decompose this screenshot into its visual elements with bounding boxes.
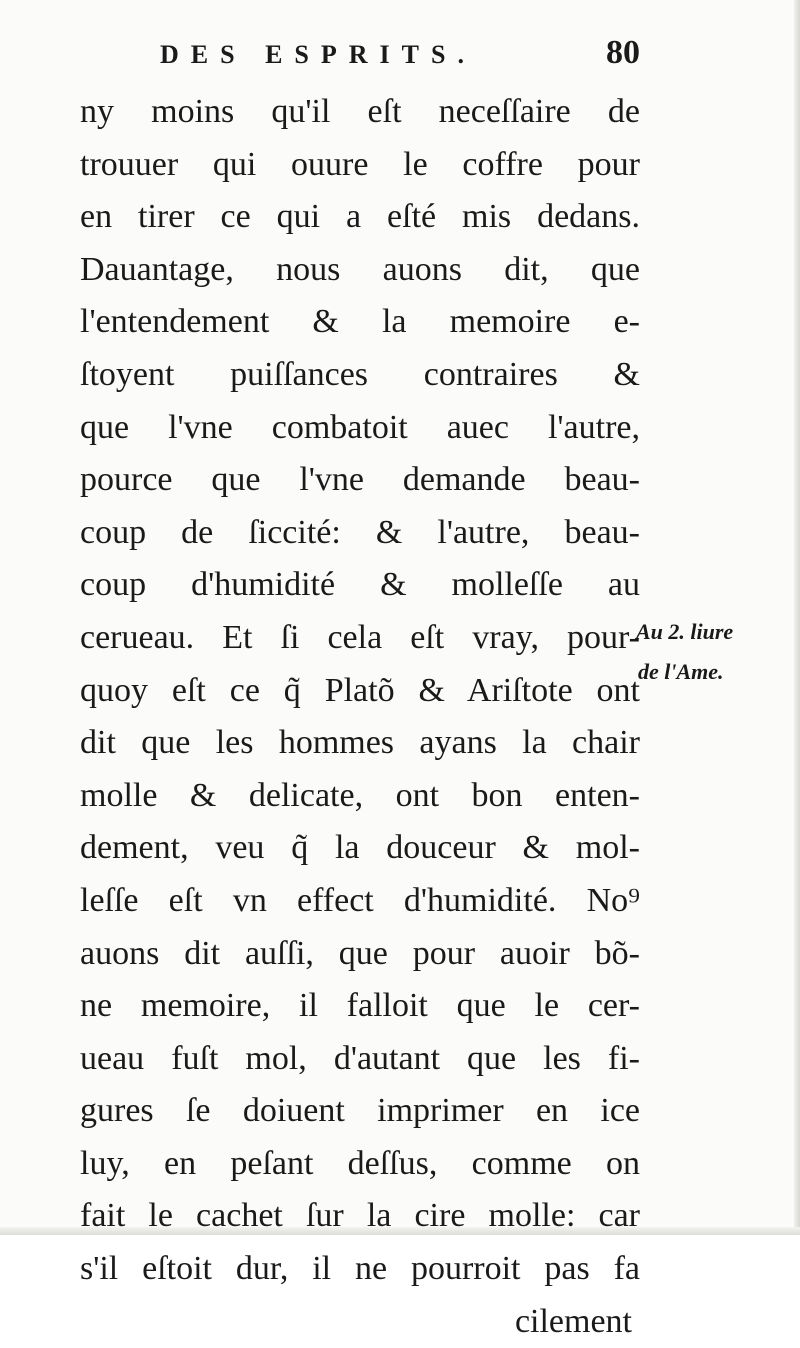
text-line: coup d'humidité & molleſſe au bbox=[80, 566, 640, 604]
marginal-note-line: de l'Ame. bbox=[638, 659, 724, 684]
text-line: quoy eſt ce q̃ Platõ & Ariſtote ont bbox=[80, 671, 640, 709]
marginal-note bbox=[636, 612, 794, 692]
text-line: en tirer ce qui a eſté mis dedans. bbox=[80, 198, 640, 236]
text-line: pource que l'vne demande beau- bbox=[80, 461, 640, 499]
text-line: fait le cachet ſur la cire molle: car bbox=[80, 1197, 640, 1235]
page-number: 80 bbox=[606, 34, 640, 71]
running-head bbox=[160, 34, 650, 78]
text-line: que l'vne combatoit auec l'autre, bbox=[80, 408, 640, 446]
running-title: DES ESPRITS. bbox=[160, 40, 476, 69]
text-line: cerueau. Et ſi cela eſt vray, pour- bbox=[80, 618, 640, 656]
text-line: Dauantage, nous auons dit, que bbox=[80, 250, 640, 288]
text-line: coup de ſiccité: & l'autre, beau- bbox=[80, 513, 640, 551]
text-line: auons dit auſſi, que pour auoir bõ- bbox=[80, 934, 640, 972]
text-line: trouuer qui ouure le coffre pour bbox=[80, 145, 640, 183]
text-line: ny moins qu'il eſt neceſſaire de bbox=[80, 93, 640, 130]
text-line: molle & delicate, ont bon enten- bbox=[80, 776, 640, 814]
text-line: ueau fuſt mol, d'autant que les fi- bbox=[80, 1039, 640, 1077]
text-line: gures ſe doiuent imprimer en ice bbox=[80, 1092, 640, 1130]
page-edge-shadow bbox=[794, 0, 800, 1235]
marginal-note-line: Au 2. liure bbox=[636, 619, 734, 644]
text-line: luy, en peſant deſſus, comme on bbox=[80, 1144, 640, 1182]
text-line: leſſe eſt vn effect d'humidité. No⁹ bbox=[80, 881, 640, 919]
text-line: ne memoire, il falloit que le cer- bbox=[80, 987, 640, 1025]
text-line: l'entendement & la memoire e- bbox=[80, 303, 640, 341]
text-line: ſtoyent puiſſances contraires & bbox=[80, 355, 640, 393]
body-text bbox=[80, 86, 640, 1348]
text-line: s'il eſtoit dur, il ne pourroit pas fa bbox=[80, 1250, 640, 1288]
catchword: cilement bbox=[514, 1302, 632, 1340]
text-line: dement, veu q̃ la douceur & mol- bbox=[80, 829, 640, 867]
text-line: dit que les hommes ayans la chair bbox=[80, 724, 640, 762]
